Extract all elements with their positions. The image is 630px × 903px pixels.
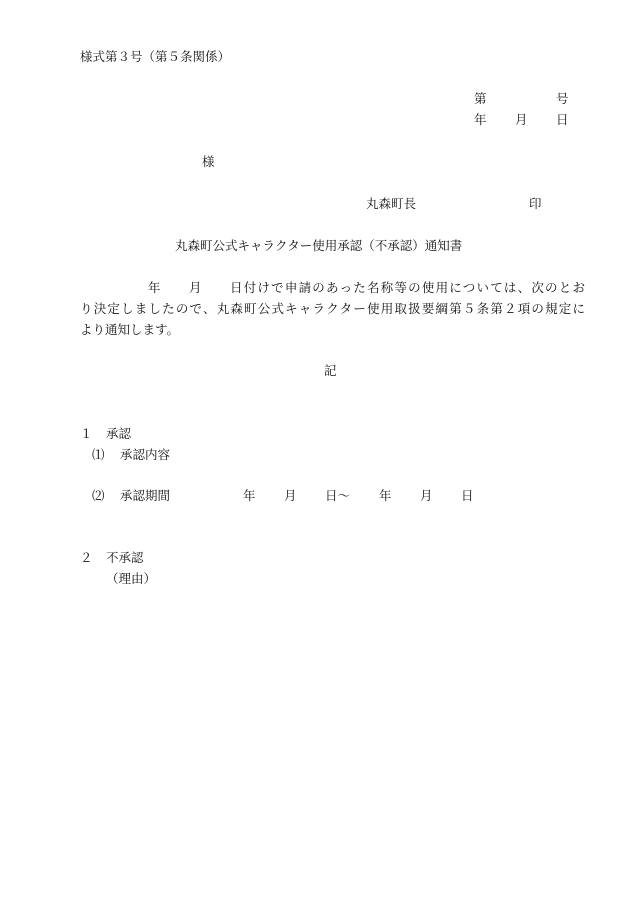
form-header: 様式第３号（第５条関係） [80, 49, 231, 64]
item-1-label: 承認内容 [120, 447, 171, 462]
period-start-year: 年 [243, 488, 256, 503]
date-day: 日 [556, 112, 569, 127]
body-month: 月 [189, 280, 202, 295]
period-end-year: 年 [379, 488, 392, 503]
ki-heading: 記 [324, 363, 337, 378]
body-line-3: より通知します。 [80, 322, 180, 337]
section-1-number: １ [80, 426, 93, 441]
issuer-seal: 印 [529, 196, 542, 211]
section-2-reason: （理由） [106, 571, 157, 586]
date-month: 月 [515, 112, 528, 127]
section-1-label: 承認 [106, 426, 132, 441]
body-year: 年 [148, 280, 161, 295]
period-start-month: 月 [284, 488, 297, 503]
period-end-month: 月 [420, 488, 433, 503]
date-year: 年 [474, 112, 487, 127]
section-2-number: ２ [80, 550, 93, 565]
period-start-day: 日～ [325, 488, 351, 503]
item-1-number: ⑴ [92, 447, 105, 462]
body-line-1: 日付けで申請のあった名称等の使用については、次のとお [230, 280, 585, 295]
addressee-honorific: 様 [202, 154, 215, 169]
doc-number-dai: 第 [474, 91, 487, 106]
section-2-label: 不承認 [106, 550, 144, 565]
item-2-number: ⑵ [92, 488, 105, 503]
doc-number-go: 号 [556, 91, 569, 106]
item-2-label: 承認期間 [120, 488, 171, 503]
body-line-2: り決定しましたので、丸森町公式キャラクター使用取扱要綱第５条第２項の規定に [80, 301, 585, 316]
issuer-title: 丸森町長 [366, 196, 417, 211]
period-end-day: 日 [461, 488, 474, 503]
document-title: 丸森町公式キャラクター使用承認（不承認）通知書 [175, 238, 463, 253]
